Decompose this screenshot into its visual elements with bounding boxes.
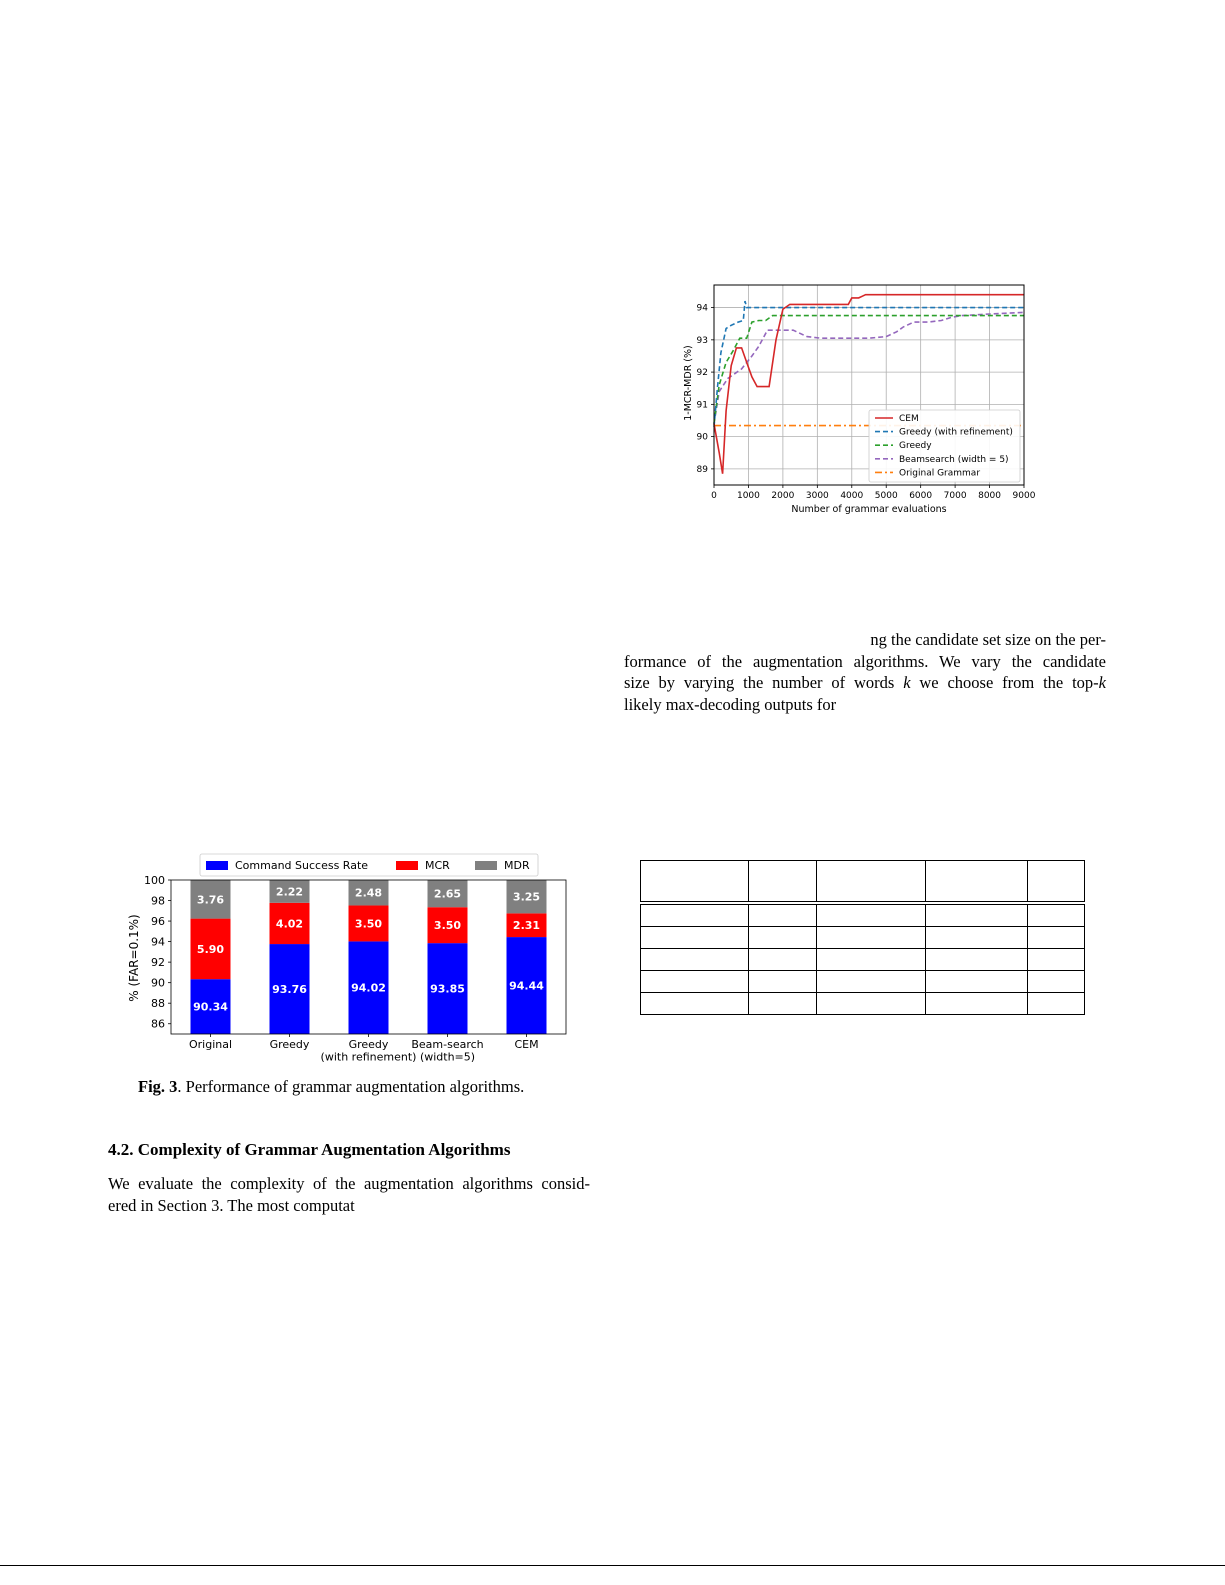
bar-value-label: 5.90 [196,942,225,956]
bar-value-label: 93.76 [272,983,307,997]
bar-value-label: 94.44 [509,979,544,993]
caption-label: Fig. 3 [138,1077,178,1096]
paragraph-line: We evaluate the complexity of the augmentation algorithms consid- [108,1174,590,1193]
table-cell [925,861,1027,902]
legend-swatch [475,861,497,870]
line-chart-legend [869,410,1020,482]
bar-value-label: 3.50 [354,917,383,931]
bar-value-label: 4.02 [275,917,304,931]
tick-label-y: 89 [696,464,708,475]
series-line [714,316,1024,424]
bar-value-label: 2.31 [512,919,541,933]
tick-label-y: 92 [151,956,165,970]
tick-label-y: 96 [151,915,165,929]
bar-chart-bars [191,880,547,1034]
tick-label-x: Original [188,1038,233,1051]
line-chart-xlabel: Number of grammar evaluations [791,504,947,515]
tick-label-y: 94 [151,935,165,949]
caption-text: . Performance of grammar augmentation algorithms. [177,1077,525,1096]
table-cell [817,861,925,902]
tick-label-x: (with refinement) [320,1050,417,1064]
tick-label-y: 98 [151,894,165,908]
legend-label: MCR [425,859,450,872]
tick-label-x: 5000 [874,491,898,501]
paragraph-line: formance of the augmentation algorithms. We vary the candidate [624,651,1106,671]
tick-label-y: 100 [144,874,165,887]
legend-swatch [206,861,228,870]
variable-k: k [1098,673,1106,692]
tick-label-y: 93 [696,335,708,346]
legend-label: Command Success Rate [235,859,369,872]
bar-value-label: 93.85 [430,982,465,996]
line-chart-ylabel: 1-MCR-MDR (%) [683,345,694,421]
legend-label: Greedy (with refinement) [899,427,1013,438]
legend-swatch [396,861,418,870]
table-header-row [641,861,1085,902]
table-row [641,927,1085,949]
page-bottom-rule [0,1565,1225,1566]
empty-table [640,860,1085,1015]
table-cell [1027,861,1084,902]
bar-value-label: 90.34 [193,1000,228,1014]
bar-chart-ylabel: % (FAR=0.1%) [127,914,141,1002]
bar-chart [120,848,580,1068]
tick-label-x: 1000 [736,491,760,501]
paragraph-line [624,672,1106,694]
section-paragraph [108,1173,590,1216]
series-line [714,312,1024,423]
tick-label-x: 4000 [840,491,864,501]
section-heading: 4.2. Complexity of Grammar Augmentation Algorithms [108,1140,511,1159]
tick-label-x: Beam-search [411,1038,484,1051]
bar-value-label: 3.50 [433,919,462,933]
bar-value-label: 2.22 [275,885,304,899]
tick-label-y: 92 [696,368,708,379]
paragraph-line: likely max-decoding outputs for [624,694,837,714]
tick-label-x: 3000 [805,491,829,501]
tick-label-x: Greedy [269,1038,310,1051]
tick-label-y: 91 [696,400,708,411]
tick-label-x: 8000 [978,491,1002,501]
legend-label: Greedy [899,441,932,452]
bar-value-label: 2.65 [433,887,462,901]
table-cell [749,861,817,902]
legend-label: Beamsearch (width = 5) [899,454,1009,465]
line-chart [675,275,1050,525]
bar-value-label: 3.76 [196,893,225,907]
tick-label-x: (width=5) [419,1050,476,1064]
table-cell [641,861,749,902]
paragraph-text: size by varying the number of words [624,673,904,692]
legend-label: MDR [504,859,530,872]
tick-label-y: 94 [696,303,708,314]
tick-label-x: 9000 [1012,491,1036,501]
tick-label-y: 90 [696,432,708,443]
bar-value-label: 3.25 [512,890,541,904]
tick-label-x: 2000 [771,491,795,501]
legend-label: Original Grammar [899,468,981,479]
tick-label-y: 86 [151,1017,165,1031]
right-paragraph [624,629,1106,715]
variable-k: k [903,673,911,692]
tick-label-x: Greedy [348,1038,389,1051]
paragraph-line: ng the candidate set size on the per- [870,630,1106,649]
tick-label-y: 88 [151,997,165,1011]
legend-label: CEM [899,414,919,424]
fig3-caption [138,1077,524,1097]
table-row [641,905,1085,927]
table-row [641,993,1085,1015]
paragraph-line: ered in Section 3. The most computat [108,1195,355,1215]
bar-value-label: 2.48 [354,886,383,900]
tick-label-x: 0 [711,491,717,501]
table-row [641,971,1085,993]
tick-label-x: 7000 [943,491,967,501]
tick-label-y: 90 [151,976,165,990]
bar-value-label: 94.02 [351,981,386,995]
bar-chart-legend [200,854,538,876]
tick-label-x: 6000 [909,491,933,501]
paragraph-text: we choose from the top- [910,673,1099,692]
table-row [641,949,1085,971]
tick-label-x: CEM [514,1038,539,1051]
